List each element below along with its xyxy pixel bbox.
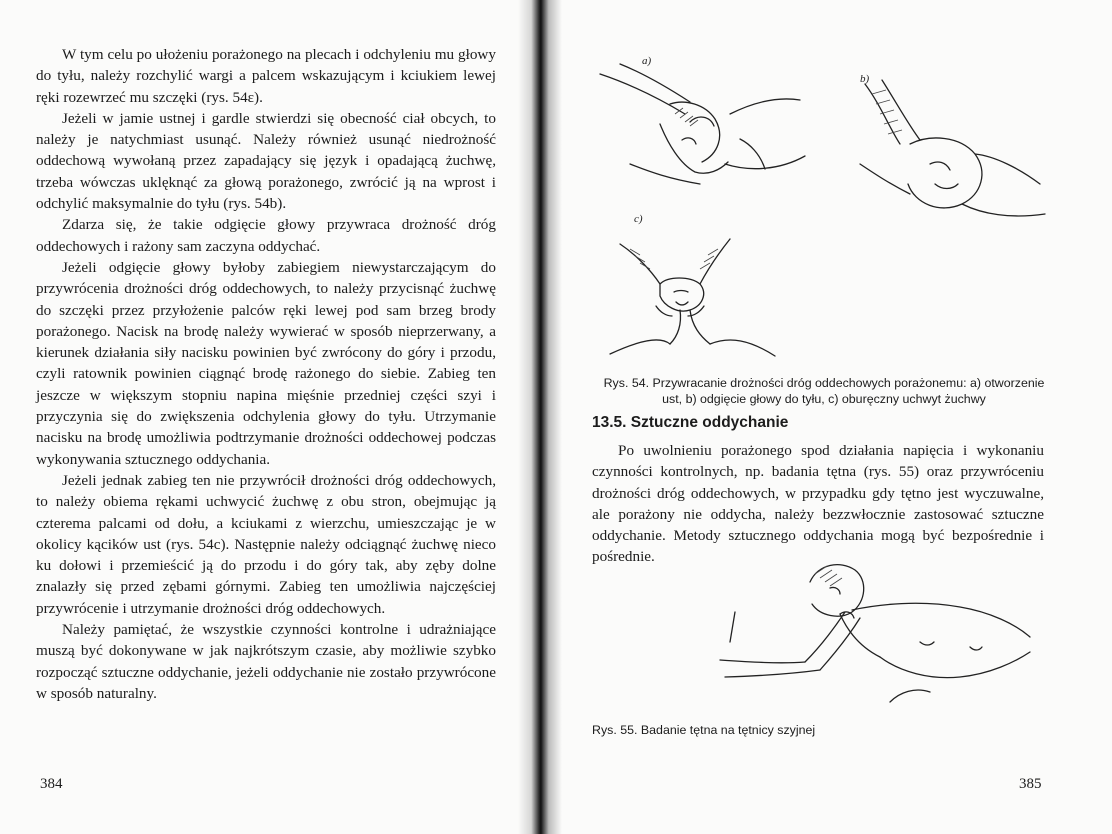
figure-54a-label: a) xyxy=(642,55,652,67)
page-number-left: 384 xyxy=(40,776,63,792)
figure-54-illustration xyxy=(590,44,1070,374)
paragraph: Jeżeli w jamie ustnej i gardle stwierdzi się obecność ciał obcych, to należy je natychmiast usunąć. Należy również usunąć niedrożność oddechową wywołaną przez zapadający się język i opadającą żuchwę, trzeba wówczas uklęknąć za głową porażonego, zwrócić ją na wprost i odchylić maksymalnie do tyłu (rys. 54b). xyxy=(36,109,496,213)
paragraph: W tym celu po ułożeniu porażonego na plecach i odchyleniu mu głowy do tyłu, należy rozchylić wargi a palcem wskazującym i kciukiem lewej ręki rozewrzeć mu szczęki (rys. 54ε). xyxy=(36,46,496,106)
right-page-text xyxy=(592,440,1044,568)
page-number-right: 385 xyxy=(1019,776,1042,792)
paragraph: Po uwolnieniu porażonego spod działania napięcia i wykonaniu czynności kontrolnych, np. badania tętna (rys. 55) oraz przywróceniu drożności dróg oddechowych, w przypadku gdy tętno jest wyczuwalne, ale porażony nie oddycha, należy bezzwłocznie zastosować sztuczne oddychanie. Metody sztucznego oddychania mogą być bezpośrednie i pośrednie. xyxy=(592,442,1044,566)
left-page xyxy=(0,0,540,834)
figure-54a-drawing xyxy=(600,64,805,184)
figure-54b-label: b) xyxy=(860,73,870,85)
book-gutter xyxy=(518,0,562,834)
paragraph: Jeżeli jednak zabieg ten nie przywrócił drożności dróg oddechowych, to należy obiema rękami uchwycić żuchwę z obu stron, obejmując ją czterema palcami od dołu, a kciukami z wierzchu, umieszczając je w okolicy kącików ust (rys. 54c). Następnie należy odciągnąć żuchwę nieco ku dołowi i przemieścić ją do przodu i do góry tak, aby zęby dolne znalazły się przed zębami górnymi. Zabieg ten umożliwia najczęściej przywrócenie i utrzymanie drożności dróg oddechowych. xyxy=(36,471,496,617)
figure-55-caption: Rys. 55. Badanie tętna na tętnicy szyjnej xyxy=(592,723,816,737)
paragraph: Jeżeli odgięcie głowy byłoby zabiegiem niewystarczającym do przywrócenia drożności dróg oddechowych, to należy przycisnąć żuchwę do szczęki przez przyłożenie palców ręki lewej pod sam brzeg brody porażonego. Nacisk na brodę należy wywierać w sposób nieprzerwany, a kierunek działania siły nacisku powinien być zwrócony do góry i przodu, czyli ratownik powinien ciągnąć brodę rażonego do siebie. Zabieg ten jeszcze w większym stopniu napina mięśnie przedniej części szyi i przyczynia się do zwiększenia odchylenia głowy do tyłu. Utrzymanie nacisku na brodę umożliwia podtrzymanie drożności oddechowej podczas wykonywania sztucznego oddychania. xyxy=(36,258,496,468)
figure-54-caption: Rys. 54. Przywracanie drożności dróg oddechowych porażonemu: a) otworzenie ust, b) odgięcie głowy do tyłu, c) oburęczny uchwyt żuchwy xyxy=(603,376,1045,406)
figure-54c-drawing xyxy=(610,239,775,356)
figure-54c-label: c) xyxy=(634,213,643,225)
paragraph: Zdarza się, że takie odgięcie głowy przywraca drożność dróg oddechowych i rażony sam zaczyna oddychać. xyxy=(36,216,496,255)
paragraph: Należy pamiętać, że wszystkie czynności kontrolne i udrażniające muszą być dokonywane w jak najkrótszym czasie, aby możliwie szybko rozpocząć sztuczne oddychanie, jeżeli oddychanie nie zostało przywrócone w sposób naturalny. xyxy=(36,621,496,702)
section-heading: 13.5. Sztuczne oddychanie xyxy=(592,414,789,431)
figure-55-illustration xyxy=(690,552,1040,722)
figure-55-drawing xyxy=(720,565,1030,702)
left-page-text xyxy=(36,44,496,704)
figure-54b-drawing xyxy=(860,80,1045,216)
